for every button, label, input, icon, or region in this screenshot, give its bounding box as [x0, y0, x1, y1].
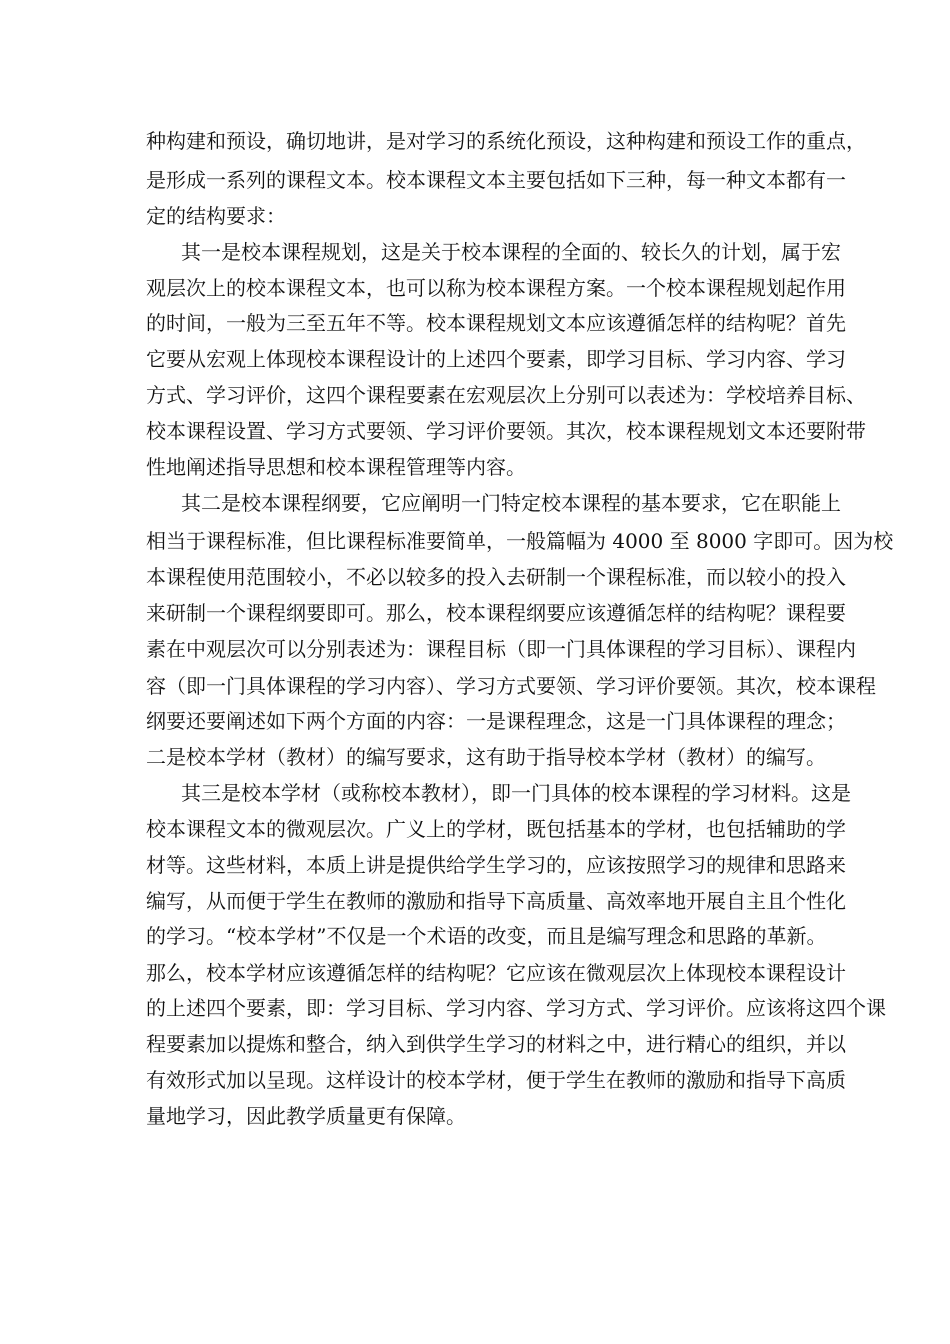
text-line: 观层次上的校本课程文本，也可以称为校本课程方案。一个校本课程规划起作用 — [146, 276, 846, 300]
text-line: 那么，校本学材应该遵循怎样的结构呢？它应该在微观层次上体现校本课程设计 — [146, 961, 846, 985]
text-line: 的学习。“校本学材”不仅是一个术语的改变，而且是编写理念和思路的革新。 — [146, 924, 827, 948]
text-line: 种构建和预设，确切地讲，是对学习的系统化预设，这种构建和预设工作的重点， — [146, 129, 866, 153]
text-line: 本课程使用范围较小，不必以较多的投入去研制一个课程标准，而以较小的投入 — [146, 565, 846, 589]
text-line: 方式、学习评价，这四个课程要素在宏观层次上分别可以表述为：学校培养目标、 — [146, 383, 866, 407]
text-line: 定的结构要求： — [146, 204, 286, 228]
text-line: 其二是校本课程纲要，它应阐明一门特定校本课程的基本要求，它在职能上 — [181, 491, 841, 515]
text-line: 来研制一个课程纲要即可。那么，校本课程纲要应该遵循怎样的结构呢？课程要 — [146, 601, 846, 625]
text-line: 编写，从而便于学生在教师的激励和指导下高质量、高效率地开展自主且个性化 — [146, 889, 846, 913]
text-line: 纲要还要阐述如下两个方面的内容：一是课程理念，这是一门具体课程的理念； — [146, 709, 846, 733]
text-line: 材等。这些材料，本质上讲是提供给学生学习的，应该按照学习的规律和思路来 — [146, 853, 846, 877]
text-line: 相当于课程标准，但比课程标准要简单，一般篇幅为 4000 至 8000 字即可。因为校 — [146, 529, 894, 553]
text-line: 素在中观层次可以分别表述为：课程目标（即一门具体课程的学习目标）、课程内 — [146, 637, 856, 661]
text-line: 的时间，一般为三至五年不等。校本课程规划文本应该遵循怎样的结构呢？首先 — [146, 311, 846, 335]
text-line: 二是校本学材（教材）的编写要求，这有助于指导校本学材（教材）的编写。 — [146, 745, 826, 769]
text-line: 程要素加以提炼和整合，纳入到供学生学习的材料之中，进行精心的组织，并以 — [146, 1032, 846, 1056]
text-line: 校本课程设置、学习方式要领、学习评价要领。其次，校本课程规划文本还要附带 — [146, 419, 866, 443]
text-line: 是形成一系列的课程文本。校本课程文本主要包括如下三种，每一种文本都有一 — [146, 168, 846, 192]
text-line: 的上述四个要素，即：学习目标、学习内容、学习方式、学习评价。应该将这四个课 — [146, 996, 886, 1020]
text-line: 量地学习，因此教学质量更有保障。 — [146, 1104, 466, 1128]
text-line: 其一是校本课程规划，这是关于校本课程的全面的、较长久的计划，属于宏 — [181, 240, 841, 264]
text-line: 有效形式加以呈现。这样设计的校本学材，便于学生在教师的激励和指导下高质 — [146, 1068, 846, 1092]
text-line: 其三是校本学材（或称校本教材），即一门具体的校本课程的学习材料。这是 — [181, 781, 851, 805]
text-line: 性地阐述指导思想和校本课程管理等内容。 — [146, 455, 526, 479]
text-line: 它要从宏观上体现校本课程设计的上述四个要素，即学习目标、学习内容、学习 — [146, 347, 846, 371]
text-line: 校本课程文本的微观层次。广义上的学材，既包括基本的学材，也包括辅助的学 — [146, 817, 846, 841]
text-line: 容（即一门具体课程的学习内容）、学习方式要领、学习评价要领。其次，校本课程 — [146, 674, 876, 698]
